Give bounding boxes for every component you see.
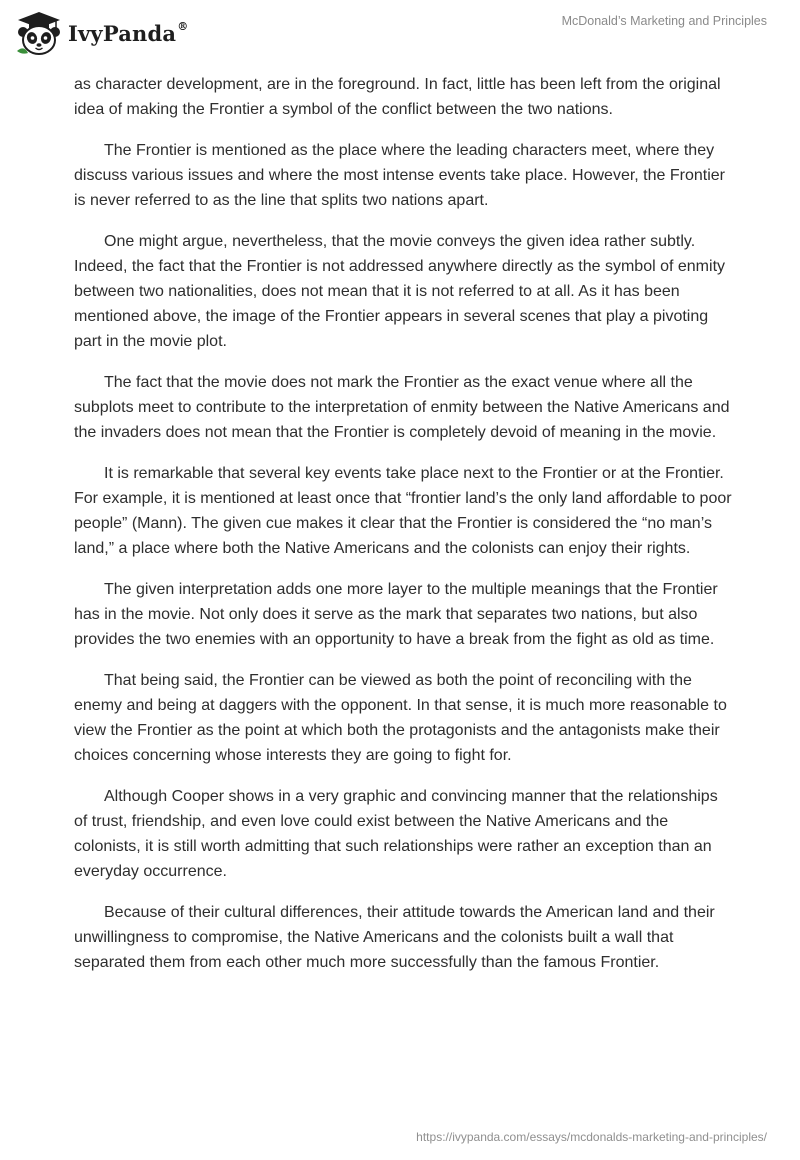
logo[interactable] (14, 9, 188, 59)
paragraph: Because of their cultural differences, their attitude towards the American land and their unwillingness to compromise, the Native Americans and the colonists built a wall that separated them from each other much more successfully than the famous Frontier. (74, 904, 715, 971)
essay-body (74, 72, 734, 991)
paragraph: The given interpretation adds one more layer to the multiple meanings that the Frontier has in the movie. Not only does it serve as the mark that separates two nations, but also provides the two enemies with an opportunity to have a break from the fight as old as time. (74, 581, 718, 648)
paragraph: The fact that the movie does not mark the Frontier as the exact venue where all the subplots meet to contribute to the interpretation of enmity between the Native Americans and the invaders does not mean that the Frontier is completely devoid of meaning in the movie. (74, 374, 730, 441)
source-url[interactable]: https://ivypanda.com/essays/mcdonalds-marketing-and-principles/ (416, 1130, 767, 1144)
paragraph: That being said, the Frontier can be viewed as both the point of reconciling with the enemy and being at daggers with the opponent. In that sense, it is much more reasonable to view the Frontier as the point at which both the protagonists and the antagonists make their choices concerning whose interests they are going to fight for. (74, 672, 727, 764)
document-title: McDonald’s Marketing and Principles (561, 14, 767, 28)
paragraph: as character development, are in the foreground. In fact, little has been left from the original idea of making the Frontier a symbol of the conflict between the two nations. (74, 76, 721, 118)
paragraph: Although Cooper shows in a very graphic and convincing manner that the relationships of trust, friendship, and even love could exist between the Native Americans and the colonists, it is still worth admitting that such relationships were rather an exception than an everyday occurrence. (74, 788, 718, 880)
paragraph: One might argue, nevertheless, that the movie conveys the given idea rather subtly. Indeed, the fact that the Frontier is not addressed anywhere directly as the symbol of enmity between two nationalities, does not mean that it is not referred to at all. As it has been mentioned above, the image of the Frontier appears in several scenes that play a pivoting part in the movie plot. (74, 233, 726, 350)
trademark-symbol: ® (177, 19, 189, 33)
brand-name (68, 21, 188, 46)
panda-graduate-icon (14, 9, 64, 59)
brand-text: IvyPanda (68, 20, 177, 46)
paragraph: It is remarkable that several key events take place next to the Frontier or at the Frontier. For example, it is mentioned at least once that “frontier land’s the only land affordable to poor people” (Mann). The given cue makes it clear that the Frontier is considered the “no man’s land,” a place where both the Native Americans and the colonists can enjoy their rights. (74, 465, 732, 557)
paragraph: The Frontier is mentioned as the place where the leading characters meet, where they discuss various issues and where the most intense events take place. However, the Frontier is never referred to as the line that splits two nations apart. (74, 142, 725, 209)
page-header (0, 0, 800, 64)
